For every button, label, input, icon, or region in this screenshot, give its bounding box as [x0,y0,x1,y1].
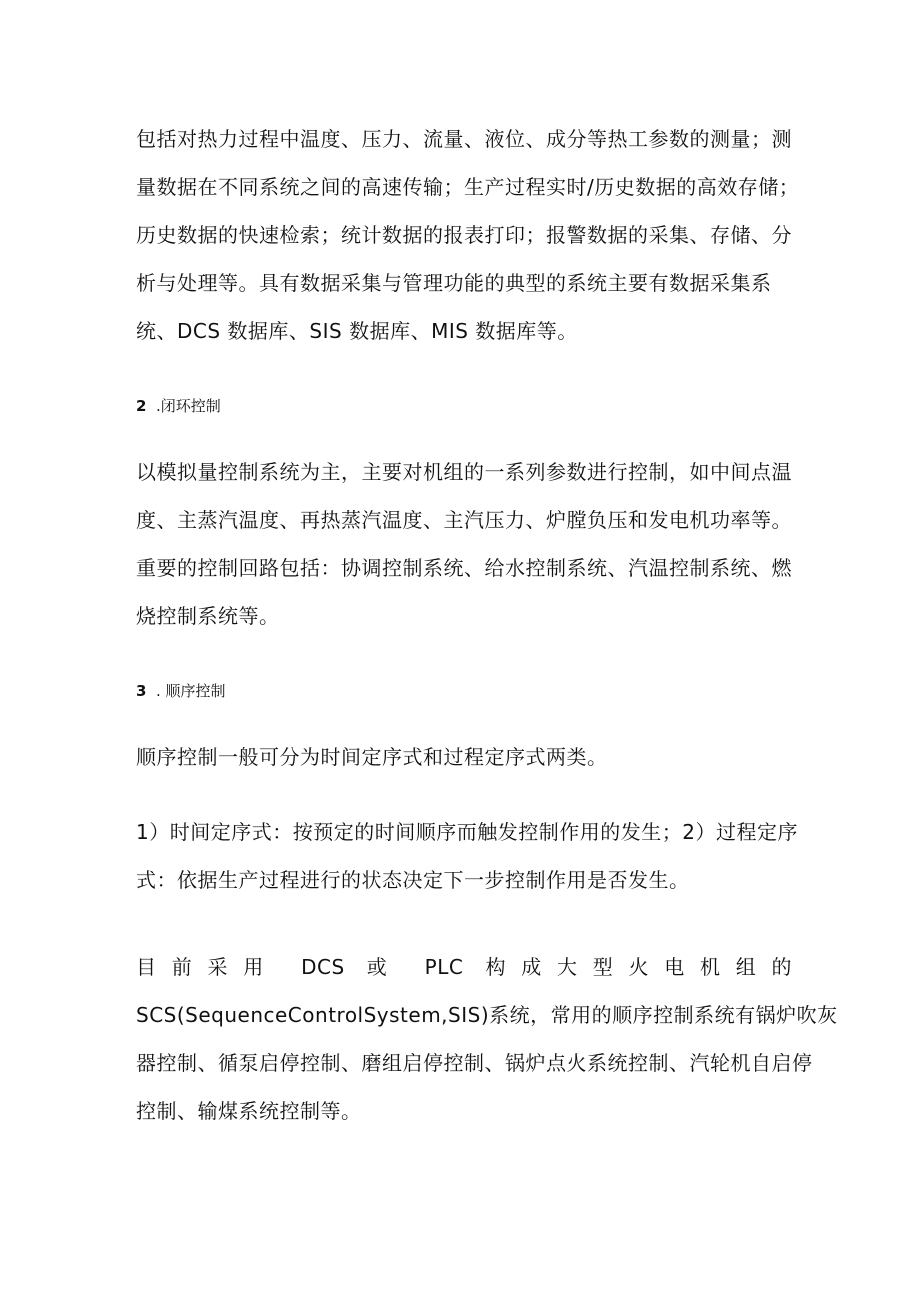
paragraph-line: SCS(SequenceControlSystem,SIS)系统，常用的顺序控制系统有锅炉吹灰 [136,1003,838,1027]
paragraph-line: 包括对热力过程中温度、压力、流量、液位、成分等热工参数的测量；测 [136,127,792,151]
section-title: . 顺序控制 [156,682,226,700]
paragraph-line: 量数据在不同系统之间的高速传输；生产过程实时/历史数据的高效存储； [136,175,800,199]
paragraph-line: 烧控制系统等。 [136,604,280,628]
section-number: 3 [136,682,147,700]
paragraph-line: 重要的控制回路包括：协调控制系统、给水控制系统、汽温控制系统、燃 [136,556,792,580]
paragraph-line: 历史数据的快速检索；统计数据的报表打印；报警数据的采集、存储、分 [136,223,792,247]
section-heading-2 [136,395,221,417]
section-heading-3 [136,680,226,702]
paragraph-line: 器控制、循泵启停控制、磨组启停控制、锅炉点火系统控制、汽轮机自启停 [136,1051,813,1075]
paragraph-line: 1）时间定序式：按预定的时间顺序而触发控制作用的发生；2）过程定序 [136,820,798,844]
paragraph-line: 控制、输煤系统控制等。 [136,1099,362,1123]
paragraph-line: 以模拟量控制系统为主，主要对机组的一系列参数进行控制，如中间点温 [136,460,792,484]
paragraph-line: 统、DCS 数据库、SIS 数据库、MIS 数据库等。 [136,319,578,343]
paragraph-line: 度、主蒸汽温度、再热蒸汽温度、主汽压力、炉膛负压和发电机功率等。 [136,508,792,532]
paragraph-line: 析与处理等。具有数据采集与管理功能的典型的系统主要有数据采集系 [136,271,772,295]
paragraph-line: 目前采用 DCS 或 PLC 构成大型火电机组的 [136,955,792,979]
section-title: .闭环控制 [156,397,221,415]
paragraph-line: 式：依据生产过程进行的状态决定下一步控制作用是否发生。 [136,868,690,892]
paragraph-line: 顺序控制一般可分为时间定序式和过程定序式两类。 [136,745,608,769]
section-number: 2 [136,397,147,415]
